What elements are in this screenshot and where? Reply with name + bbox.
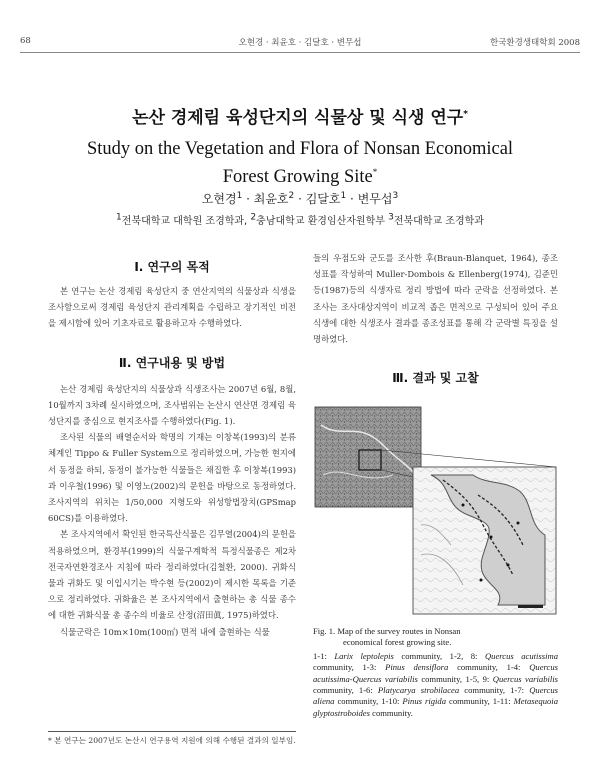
author-list (0, 190, 600, 207)
legend-text: community, 1-11: (446, 696, 514, 707)
methods-continued-paragraph: 들의 우점도와 군도를 조사한 후(Braun-Blanquet, 1964), 종조성표를 작성하여 Muller-Dombois & Ellenberg(1974), 김준민 등(1987)등의 식생자료 정리 방법에 따라 군락을 선정하였다. 본 조사는 조사대상지역이 비교적 좁은 면적으로 구성되어 있어 주요 식생에 대한 식생조사 결과를 종조성표를 통해 각 군락별 특징을 설명하였다. (313, 253, 558, 345)
legend-text: community, 1-2, 8: (393, 650, 485, 661)
english-title-mark: * (372, 167, 378, 177)
legend-text: community. (369, 707, 413, 718)
legend-text: community, 1-10: (334, 696, 403, 707)
author-name: 변무섭 (357, 192, 393, 206)
plot-marker (507, 564, 510, 567)
legend-text: community, 1-4: (448, 662, 530, 673)
section-2-paragraph: 본 조사지역에서 확인된 한국특산식물은 김무열(2004)의 문헌을 적용하였으며, 환경부(1999)의 식물구계학적 특정식물종은 제2차 전국자연환경조사 지침에 따라 정리하였다(김철환, 2000). 귀화식물과 귀화도 및 이입시기는 박수현 등(2002)이 제시한 목록을 기준으로 정리하였다. 귀화율은 본 조사지역에서 출현하는 총 식물 종수에 대한 귀화식물 총 종수의 비율로 산정(沼田眞, 1975)하였다. (48, 529, 296, 621)
author-sup: 3 (392, 191, 399, 201)
author-name: 김달호 (305, 192, 341, 206)
legend-text: community, 1-5, 9: (417, 673, 493, 684)
figure-caption (313, 626, 558, 719)
overview-map (315, 407, 421, 507)
species-name: Larix leptolepis (334, 650, 394, 661)
section-heading-2: Ⅱ. 연구내용 및 방법 (118, 355, 226, 370)
species-name: Quercus acutissima (484, 650, 558, 661)
korean-title-text: 논산 경제림 육성단지의 식물상 및 식생 연구 (132, 108, 464, 128)
author-name: 오현경 (201, 192, 237, 206)
affil-text: 충남대학교 환경임산자원학부 (256, 216, 389, 227)
scale-bar (518, 605, 543, 608)
species-name: Quercus aliena (313, 685, 558, 707)
author-separator: · (294, 192, 306, 206)
legend-text: community, 1-3: (313, 662, 386, 673)
section-1-paragraph: 본 연구는 논산 경제림 육성단지 중 연산지역의 식물상과 식생을 조사함으로써 경제림 육성단지 관리계획을 수립하고 장기적인 비전을 제시함에 있어 기초자료로 활용하고자 수행하였다. (48, 286, 296, 329)
affil-sup: 2 (250, 212, 257, 223)
author-sup: 1 (340, 191, 347, 201)
plot-marker (490, 536, 493, 539)
legend-code: 1-1: (313, 650, 327, 661)
section-2-paragraph: 식물군락은 10m×10m(100㎡) 면적 내에 출현하는 식물 (60, 626, 270, 637)
plot-marker (462, 504, 465, 507)
author-sup: 1 (236, 191, 243, 201)
journal-name: 한국환경생태학회 2008 (489, 38, 580, 48)
legend-text: community, 1-6: (313, 685, 378, 696)
affil-sup: 1 (116, 212, 122, 223)
affil-sup: 3 (388, 212, 394, 223)
footnote: * 본 연구는 2007년도 논산시 연구용역 지원에 의해 수행된 결과의 일부임. (48, 731, 296, 746)
species-name: Metasequoia glyptostroboides (313, 696, 558, 718)
running-header (20, 34, 580, 53)
affiliations (0, 212, 600, 227)
species-name: Platycarya strobilacea (377, 685, 460, 696)
author-separator: · (242, 192, 254, 206)
species-name: Quercus variabilis (492, 673, 558, 684)
survey-map-image (313, 405, 558, 617)
korean-title (0, 103, 600, 128)
survey-map-figure (313, 405, 558, 617)
caption-label: Fig. 1. (313, 626, 336, 636)
english-title (40, 138, 560, 189)
species-name: Quercus acutissima-Quercus variabilis (313, 662, 558, 684)
plot-marker (480, 579, 483, 582)
affil-text: 전북대학교 조경학과 (393, 216, 484, 227)
section-2-paragraph: 조사된 식물의 배열순서와 학명의 기재는 이창복(1993)의 분류체계인 Tippo & Fuller System으로 정리하였으며, 가능한 현지에서 동정을 하되, 동정이 불가능한 식물들은 채집한 후 이창복(1993)과 이우철(1996) 및 이영노(2002)의 문헌을 바탕으로 동정하였다. 조사지역의 위치는 1/50,000 지형도와 위성항법장치(GPSmap 60CS)를 이용하였다. (48, 432, 296, 524)
korean-title-mark: * (463, 109, 468, 120)
section-heading-3: Ⅲ. 결과 및 고찰 (392, 371, 479, 386)
caption-title (313, 626, 558, 637)
section-2-paragraph: 논산 경제림 육성단지의 식물상과 식생조사는 2007년 6월, 8월, 10월까지 3차례 실시하였으며, 조사범위는 논산시 연산면 경제림 육성단지를 중심으로 현지조사를 수행하였다(Fig. 1). (48, 383, 296, 427)
species-name: Pinus densiflora (385, 662, 449, 673)
english-title-line2: Forest Growing Site (222, 167, 373, 188)
plot-marker (517, 522, 520, 525)
caption-legend (313, 651, 558, 719)
caption-title-line1: Map of the survey routes in Nonsan (337, 626, 461, 636)
legend-text: community, 1-7: (459, 685, 530, 696)
section-heading-1: Ⅰ. 연구의 목적 (134, 260, 210, 274)
right-column (313, 250, 558, 386)
left-column (48, 258, 296, 640)
running-authors: 오현경 · 최윤호 · 김달호 · 변무섭 (238, 38, 362, 48)
author-separator: · (346, 192, 358, 206)
english-title-line1: Study on the Vegetation and Flora of Nonsan Economical (86, 139, 514, 159)
affil-text: 전북대학교 대학원 조경학과, (121, 216, 251, 227)
author-name: 최윤호 (253, 192, 289, 206)
caption-title-line2: economical forest growing site. (343, 637, 452, 648)
page-number: 68 (20, 36, 31, 46)
species-name: Pinus rigida (402, 696, 446, 707)
author-sup: 2 (288, 191, 295, 201)
